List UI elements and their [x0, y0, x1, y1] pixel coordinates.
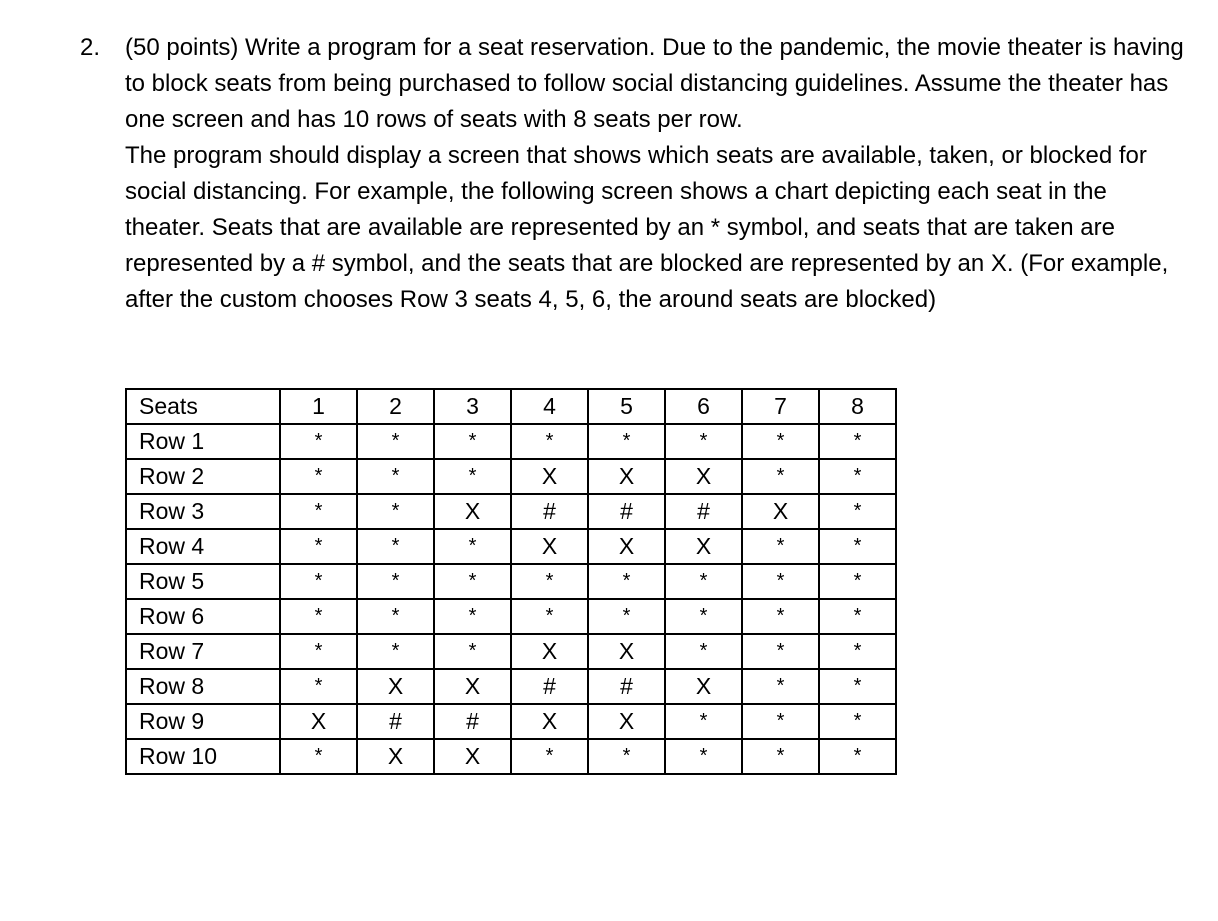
- seat-cell: #: [665, 494, 742, 529]
- seat-cell: X: [588, 529, 665, 564]
- seat-cell: X: [588, 704, 665, 739]
- seat-cell: *: [819, 739, 896, 774]
- seat-cell: *: [357, 529, 434, 564]
- table-row: [126, 494, 896, 529]
- seat-cell: X: [280, 704, 357, 739]
- seat-cell: *: [357, 599, 434, 634]
- table-row: [126, 739, 896, 774]
- seat-cell: *: [357, 564, 434, 599]
- seat-cell: *: [280, 599, 357, 634]
- seat-cell: *: [511, 739, 588, 774]
- seat-cell: *: [819, 529, 896, 564]
- seat-column-header-6: 6: [665, 389, 742, 424]
- table-row: [126, 564, 896, 599]
- seat-cell: *: [819, 459, 896, 494]
- seat-cell: *: [357, 494, 434, 529]
- seat-cell: *: [511, 599, 588, 634]
- seat-cell: *: [665, 739, 742, 774]
- seat-cell: *: [665, 564, 742, 599]
- table-row: [126, 669, 896, 704]
- table-row: [126, 459, 896, 494]
- seat-cell: X: [665, 529, 742, 564]
- seat-chart-header-label: Seats: [126, 389, 280, 424]
- seat-cell: *: [819, 494, 896, 529]
- seat-chart-body: [126, 424, 896, 774]
- row-label: Row 8: [126, 669, 280, 704]
- seat-cell: *: [742, 529, 819, 564]
- seat-cell: #: [588, 494, 665, 529]
- seat-column-header-8: 8: [819, 389, 896, 424]
- seat-cell: *: [280, 739, 357, 774]
- seat-cell: #: [511, 669, 588, 704]
- seat-chart-table: [125, 388, 897, 775]
- seat-cell: *: [742, 424, 819, 459]
- seat-cell: *: [742, 669, 819, 704]
- seat-cell: *: [742, 599, 819, 634]
- seat-cell: *: [357, 424, 434, 459]
- row-label: Row 9: [126, 704, 280, 739]
- seat-cell: #: [434, 704, 511, 739]
- row-label: Row 6: [126, 599, 280, 634]
- seat-cell: *: [742, 739, 819, 774]
- seat-cell: X: [357, 669, 434, 704]
- seat-cell: *: [588, 599, 665, 634]
- seat-cell: *: [588, 739, 665, 774]
- table-row: [126, 704, 896, 739]
- seat-column-header-1: 1: [280, 389, 357, 424]
- seat-cell: *: [819, 634, 896, 669]
- seat-cell: *: [819, 704, 896, 739]
- seat-cell: *: [742, 564, 819, 599]
- seat-column-header-5: 5: [588, 389, 665, 424]
- seat-cell: #: [511, 494, 588, 529]
- seat-cell: *: [357, 634, 434, 669]
- seat-column-header-7: 7: [742, 389, 819, 424]
- seat-cell: *: [588, 424, 665, 459]
- row-label: Row 10: [126, 739, 280, 774]
- seat-chart-header-row: [126, 389, 896, 424]
- table-row: [126, 424, 896, 459]
- table-row: [126, 599, 896, 634]
- seat-cell: *: [434, 634, 511, 669]
- seat-cell: #: [357, 704, 434, 739]
- row-label: Row 3: [126, 494, 280, 529]
- seat-cell: *: [511, 564, 588, 599]
- row-label: Row 7: [126, 634, 280, 669]
- seat-cell: *: [280, 669, 357, 704]
- seat-cell: X: [511, 704, 588, 739]
- question-paragraph-intro: (50 points) Write a program for a seat reservation. Due to the pandemic, the movie theater is having to block seats from being purchased to follow social distancing guidelines. Assume the theater has one screen and has 10 rows of seats with 8 seats per row.: [125, 34, 1184, 133]
- row-label: Row 5: [126, 564, 280, 599]
- seat-cell: *: [434, 529, 511, 564]
- seat-column-header-3: 3: [434, 389, 511, 424]
- seat-cell: *: [280, 564, 357, 599]
- seat-cell: *: [665, 599, 742, 634]
- seat-cell: *: [819, 564, 896, 599]
- seat-cell: X: [665, 459, 742, 494]
- seat-cell: *: [742, 634, 819, 669]
- row-label: Row 1: [126, 424, 280, 459]
- seat-cell: *: [280, 529, 357, 564]
- seat-cell: X: [665, 669, 742, 704]
- seat-cell: *: [511, 424, 588, 459]
- seat-cell: *: [588, 564, 665, 599]
- table-row: [126, 634, 896, 669]
- seat-cell: *: [280, 459, 357, 494]
- seat-cell: *: [665, 704, 742, 739]
- seat-cell: X: [511, 634, 588, 669]
- seat-column-header-4: 4: [511, 389, 588, 424]
- seat-cell: *: [665, 634, 742, 669]
- table-row: [126, 529, 896, 564]
- row-label: Row 2: [126, 459, 280, 494]
- seat-cell: *: [819, 599, 896, 634]
- seat-cell: *: [357, 459, 434, 494]
- seat-cell: *: [819, 669, 896, 704]
- seat-column-header-2: 2: [357, 389, 434, 424]
- seat-cell: *: [742, 704, 819, 739]
- seat-cell: *: [434, 564, 511, 599]
- seat-cell: X: [434, 494, 511, 529]
- seat-cell: *: [280, 494, 357, 529]
- seat-cell: X: [742, 494, 819, 529]
- seat-cell: *: [665, 424, 742, 459]
- seat-cell: *: [434, 459, 511, 494]
- question-body: [125, 30, 1190, 318]
- seat-cell: #: [588, 669, 665, 704]
- seat-cell: *: [742, 459, 819, 494]
- seat-cell: X: [511, 459, 588, 494]
- seat-cell: X: [588, 634, 665, 669]
- seat-cell: X: [434, 669, 511, 704]
- seat-cell: *: [434, 424, 511, 459]
- seat-cell: *: [280, 634, 357, 669]
- question-paragraph-description: The program should display a screen that shows which seats are available, taken, or blocked for social distancing. For example, the following screen shows a chart depicting each seat in the theater. Seats that are available are represented by an * symbol, and seats that are taken are represented by a # symbol, and the seats that are blocked are represented by an X. (For example, after the custom chooses Row 3 seats 4, 5, 6, the around seats are blocked): [125, 142, 1169, 313]
- seat-cell: X: [434, 739, 511, 774]
- seat-cell: X: [588, 459, 665, 494]
- question-number: 2.: [80, 34, 101, 61]
- row-label: Row 4: [126, 529, 280, 564]
- seat-cell: *: [819, 424, 896, 459]
- seat-cell: X: [357, 739, 434, 774]
- seat-cell: *: [280, 424, 357, 459]
- seat-cell: *: [434, 599, 511, 634]
- seat-cell: X: [511, 529, 588, 564]
